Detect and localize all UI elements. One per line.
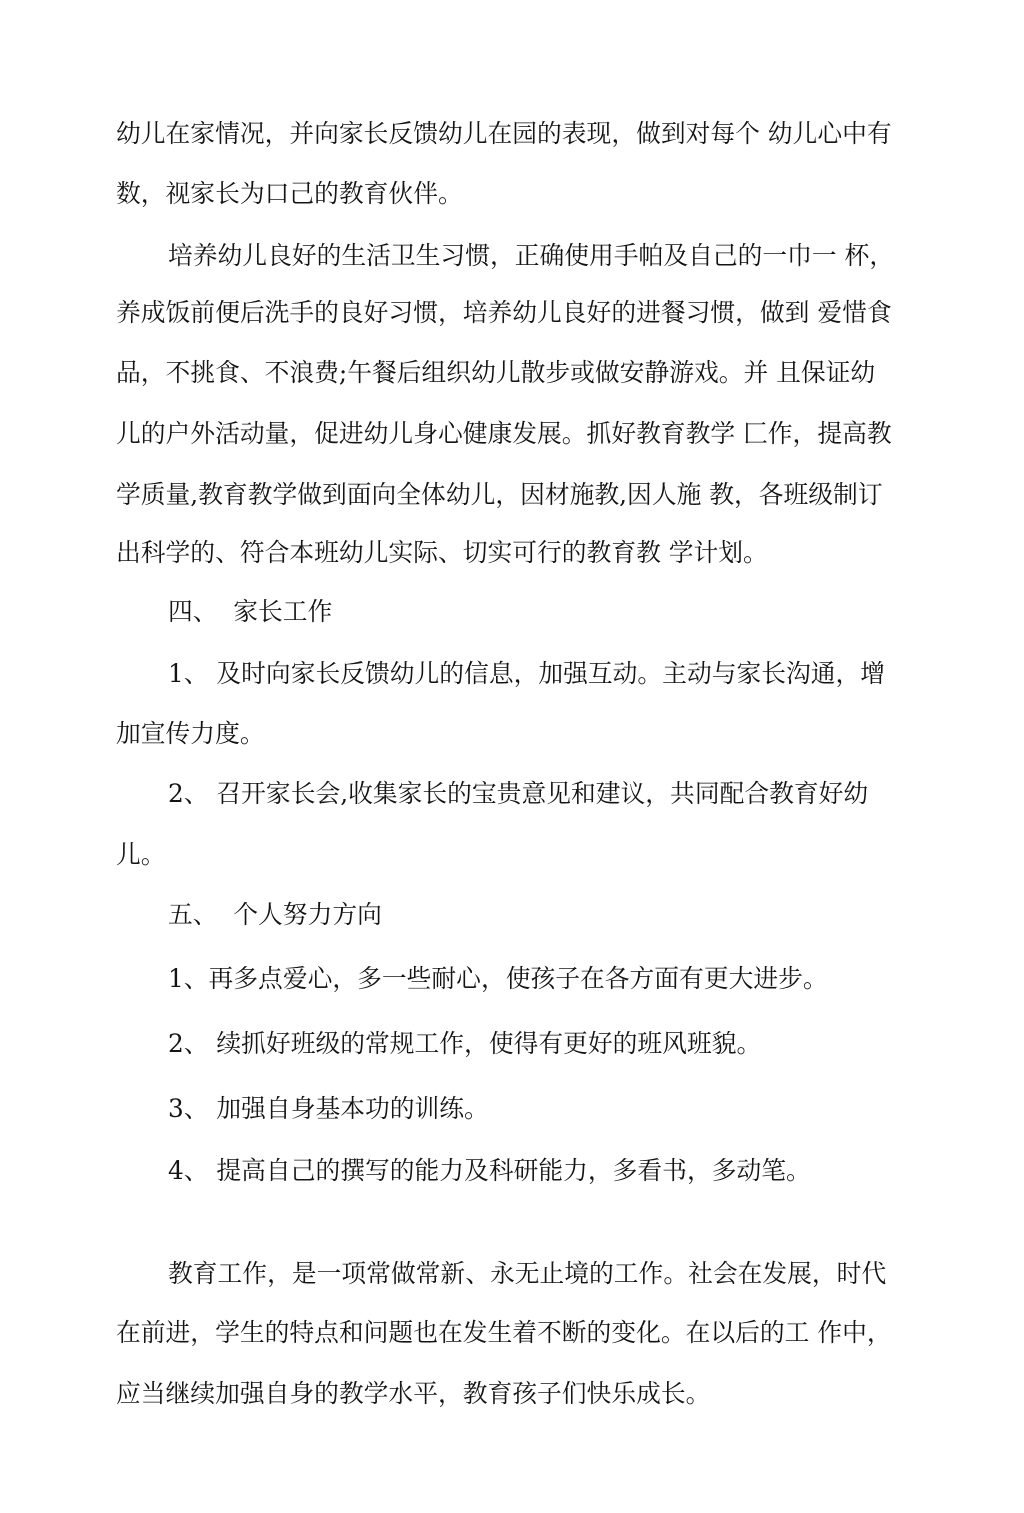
section-heading: 四、 家长工作 (168, 597, 333, 626)
paragraph-line: 品，不挑食、不浪费;午餐后组织幼儿散步或做安静游戏。并 且保证幼 (116, 358, 876, 387)
list-item: 1、再多点爱心，多一些耐心，使孩子在各方面有更大进步。 (168, 964, 828, 993)
paragraph-line: 儿的户外活动量，促进幼儿身心健康发展。抓好教育教学 匚作，提高教 (116, 419, 892, 448)
list-item: 3、 加强自身基本功的训练。 (168, 1094, 489, 1123)
paragraph-line: 在前进，学生的特点和问题也在发生着不断的变化。在以后的工 作中， (116, 1318, 892, 1347)
list-item-continuation: 儿。 (116, 840, 166, 869)
list-item: 1、 及时向家长反馈幼儿的信息，加强互动。主动与家长沟通，增 (168, 659, 886, 688)
paragraph-line: 养成饭前便后洗手的良好习惯，培养幼儿良好的进餐习惯，做到 爱惜食 (116, 298, 892, 327)
paragraph-line: 幼儿在家情况，并向家长反馈幼儿在园的表现，做到对每个 幼儿心中有 (116, 119, 892, 148)
list-item: 4、 提高自己的撰写的能力及科研能力，多看书，多动笔。 (168, 1156, 811, 1185)
paragraph-line: 培养幼儿良好的生活卫生习惯，正确使用手帕及自己的一巾一 杯， (168, 241, 895, 270)
paragraph-line: 出科学的、符合本班幼儿实际、切实可行的教育教 学计划。 (116, 538, 768, 567)
paragraph-line: 数，视家长为口己的教育伙伴。 (116, 179, 463, 208)
paragraph-line: 学质量,教育教学做到面向全体幼儿，因材施教,因人施 教，各班级制订 (116, 480, 883, 509)
paragraph-line: 应当继续加强自身的教学水平，教育孩子们快乐成长。 (116, 1379, 711, 1408)
list-item-continuation: 加宣传力度。 (116, 719, 265, 748)
paragraph-line: 教育工作，是一项常做常新、永无止境的工作。社会在发展，时代 (168, 1259, 887, 1288)
section-heading: 五、 个人努力方向 (168, 900, 382, 929)
list-item: 2、 召开家长会,收集家长的宝贵意见和建议，共同配合教育好幼 (168, 779, 869, 808)
list-item: 2、 续抓好班级的常规工作，使得有更好的班风班貌。 (168, 1029, 762, 1058)
